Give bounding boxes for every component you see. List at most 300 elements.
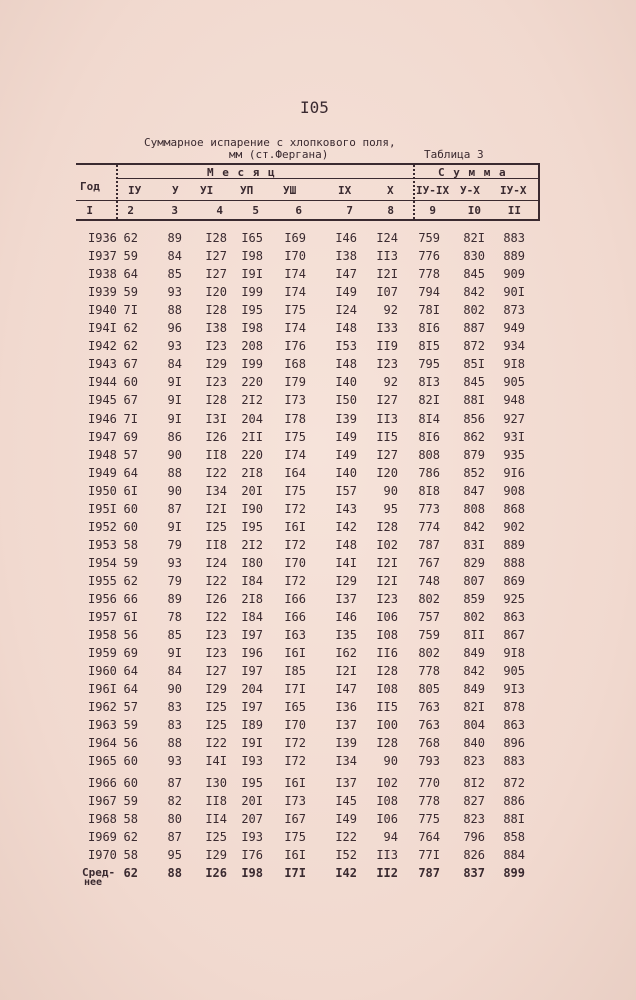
table-cell: I72 <box>284 537 306 552</box>
column-header: УШ <box>283 184 297 197</box>
row-year: I940 <box>88 303 117 318</box>
table-cell: 796 <box>463 829 485 844</box>
table-cell: II5 <box>376 429 398 444</box>
table-cell: I50 <box>335 393 357 408</box>
table-cell: 59 <box>123 718 138 733</box>
table-cell: 82I <box>463 231 485 245</box>
table-cell: I37 <box>335 718 357 733</box>
table-cell: I95 <box>241 519 263 534</box>
table-cell: 58 <box>123 811 138 826</box>
table-cell: I40 <box>335 375 357 390</box>
table-cell: 2I2 <box>241 393 263 408</box>
table-cell: 802 <box>463 610 485 625</box>
table-cell: 842 <box>463 285 485 300</box>
average-cell: 88 <box>167 865 182 880</box>
table-cell: 8I6 <box>418 321 440 336</box>
table-cell: 9I <box>167 411 182 426</box>
table-cell: 826 <box>463 847 485 862</box>
column-header: У-X <box>460 184 480 197</box>
table-cell: 56 <box>123 736 138 751</box>
table-cell: I27 <box>205 249 227 264</box>
table-cell: I36 <box>335 700 357 715</box>
average-cell: II2 <box>376 865 398 880</box>
table-cell: 805 <box>418 682 440 697</box>
table-cell: I74 <box>284 285 306 300</box>
table-cell: I48 <box>335 321 357 336</box>
column-number: 9 <box>429 204 436 217</box>
table-cell: II3 <box>376 249 398 264</box>
table-cell: I29 <box>205 682 227 697</box>
header-year: Год <box>80 180 100 193</box>
table-cell: I74 <box>284 321 306 336</box>
table-cell: I72 <box>284 573 306 588</box>
table-cell: I74 <box>284 447 306 462</box>
table-cell: 95 <box>383 501 398 516</box>
row-year: I970 <box>88 847 117 862</box>
row-year: I944 <box>88 375 117 390</box>
table-cell: I4I <box>205 754 227 769</box>
table-cell: 83 <box>167 700 182 715</box>
table-cell: 927 <box>503 411 525 426</box>
table-cell: I62 <box>335 646 357 661</box>
table-cell: I63 <box>284 628 306 643</box>
column-number: 6 <box>295 204 302 217</box>
table-cell: I24 <box>205 555 227 570</box>
table-cell: I6I <box>284 847 306 862</box>
table-cell: I73 <box>284 793 306 808</box>
table-cell: 204 <box>241 411 263 426</box>
table-cell: 802 <box>463 303 485 318</box>
table-cell: I97 <box>241 664 263 679</box>
table-cell: I06 <box>376 610 398 625</box>
table-cell: 905 <box>503 664 525 679</box>
table-cell: 802 <box>418 646 440 661</box>
table-label: Таблица 3 <box>424 148 484 161</box>
table-cell: I97 <box>241 700 263 715</box>
table-top-rule <box>76 163 540 165</box>
table-cell: 840 <box>463 736 485 751</box>
table-cell: 84 <box>167 357 182 372</box>
table-cell: I23 <box>205 375 227 390</box>
table-cell: I66 <box>284 610 306 625</box>
table-cell: II3 <box>376 847 398 862</box>
table-cell: 88 <box>167 465 182 480</box>
table-cell: I39 <box>335 736 357 751</box>
table-cell: I46 <box>335 231 357 245</box>
table-cell: I08 <box>376 793 398 808</box>
table-cell: 90 <box>167 447 182 462</box>
table-cell: I2I <box>376 267 398 282</box>
table-cell: 60 <box>123 375 138 390</box>
table-subtitle: мм (ст.Фергана) <box>229 148 329 161</box>
table-cell: 85 <box>167 267 182 282</box>
table-cell: I96 <box>241 646 263 661</box>
table-cell: 802 <box>418 592 440 606</box>
table-cell: 20I <box>241 793 263 808</box>
table-cell: 879 <box>463 447 485 462</box>
average-cell: I98 <box>241 865 263 880</box>
table-cell: 852 <box>463 465 485 480</box>
column-header: IУ-X <box>500 184 527 197</box>
average-cell: I26 <box>205 865 227 880</box>
table-cell: 88I <box>503 811 525 826</box>
table-cell: 787 <box>418 537 440 552</box>
table-cell: 59 <box>123 793 138 808</box>
table-cell: I99 <box>241 285 263 300</box>
table-cell: I37 <box>335 775 357 790</box>
row-year: I960 <box>88 664 117 679</box>
table-cell: 59 <box>123 555 138 570</box>
table-cell: 220 <box>241 447 263 462</box>
table-cell: 808 <box>418 447 440 462</box>
table-cell: 80 <box>167 811 182 826</box>
table-cell: I2I <box>205 501 227 516</box>
table-cell: 6I <box>123 610 138 625</box>
table-cell: II4 <box>205 811 227 826</box>
table-cell: 94 <box>383 829 398 844</box>
table-cell: I49 <box>335 429 357 444</box>
column-number: II <box>507 204 521 217</box>
table-cell: I25 <box>205 519 227 534</box>
table-cell: I22 <box>205 465 227 480</box>
table-cell: I27 <box>205 267 227 282</box>
table-cell: 84 <box>167 249 182 264</box>
table-cell: I70 <box>284 718 306 733</box>
column-number: 4 <box>216 204 223 217</box>
header-bottom-rule <box>76 219 540 221</box>
table-cell: 776 <box>418 249 440 264</box>
table-cell: 763 <box>418 700 440 715</box>
table-cell: 79 <box>167 573 182 588</box>
table-cell: I22 <box>205 736 227 751</box>
table-cell: 92 <box>383 303 398 318</box>
table-cell: 823 <box>463 754 485 769</box>
table-cell: I28 <box>376 736 398 751</box>
table-cell: I23 <box>376 357 398 372</box>
row-year: I96I <box>88 682 117 697</box>
table-cell: I37 <box>335 592 357 606</box>
table-cell: 93 <box>167 754 182 769</box>
table-cell: 62 <box>123 321 138 336</box>
row-year: I946 <box>88 411 117 426</box>
table-cell: I95 <box>241 775 263 790</box>
table-cell: I3I <box>205 411 227 426</box>
table-cell: 58 <box>123 847 138 862</box>
row-year: I949 <box>88 465 117 480</box>
table-cell: 2I8 <box>241 465 263 480</box>
table-cell: 77I <box>418 847 440 862</box>
column-number: 2 <box>127 204 134 217</box>
row-year: I942 <box>88 339 117 354</box>
table-cell: 768 <box>418 736 440 751</box>
row-year: I94I <box>88 321 117 336</box>
table-cell: 79 <box>167 537 182 552</box>
table-cell: I35 <box>335 628 357 643</box>
table-cell: 204 <box>241 682 263 697</box>
table-cell: II8 <box>205 793 227 808</box>
table-cell: I08 <box>376 682 398 697</box>
table-cell: 908 <box>503 483 525 498</box>
table-cell: 883 <box>503 231 525 245</box>
row-year: I962 <box>88 700 117 715</box>
table-cell: 759 <box>418 628 440 643</box>
column-header: IУ-IX <box>416 184 450 197</box>
table-cell: I33 <box>376 321 398 336</box>
table-cell: I64 <box>284 465 306 480</box>
row-year: I950 <box>88 483 117 498</box>
table-cell: I98 <box>241 321 263 336</box>
table-cell: I26 <box>205 429 227 444</box>
table-cell: 793 <box>418 754 440 769</box>
table-cell: I66 <box>284 592 306 606</box>
table-cell: 902 <box>503 519 525 534</box>
table-cell: 83 <box>167 718 182 733</box>
column-number: 8 <box>387 204 394 217</box>
table-cell: 748 <box>418 573 440 588</box>
table-cell: 909 <box>503 267 525 282</box>
table-cell: 83I <box>463 537 485 552</box>
table-cell: I99 <box>241 357 263 372</box>
row-year: I952 <box>88 519 117 534</box>
table-cell: 863 <box>503 610 525 625</box>
row-year: I967 <box>88 793 117 808</box>
table-cell: I6I <box>284 646 306 661</box>
row-year: I945 <box>88 393 117 408</box>
column-header: У <box>172 184 179 197</box>
table-cell: 856 <box>463 411 485 426</box>
table-cell: 67 <box>123 393 138 408</box>
table-cell: I4I <box>335 555 357 570</box>
table-cell: I75 <box>284 429 306 444</box>
table-cell: I23 <box>205 339 227 354</box>
table-cell: I29 <box>205 357 227 372</box>
table-cell: I79 <box>284 375 306 390</box>
table-cell: 763 <box>418 718 440 733</box>
table-cell: 88I <box>463 393 485 408</box>
table-cell: I68 <box>284 357 306 372</box>
column-header: IX <box>338 184 352 197</box>
table-cell: II8 <box>205 537 227 552</box>
table-cell: I02 <box>376 775 398 790</box>
average-cell: 62 <box>123 865 138 880</box>
table-cell: 872 <box>503 775 525 790</box>
table-cell: 845 <box>463 267 485 282</box>
table-cell: I7I <box>284 682 306 697</box>
table-cell: I07 <box>376 285 398 300</box>
table-cell: 889 <box>503 249 525 264</box>
table-cell: 867 <box>503 628 525 643</box>
table-cell: 9I <box>167 375 182 390</box>
table-cell: I76 <box>284 339 306 354</box>
table-cell: I47 <box>335 682 357 697</box>
table-cell: 93I <box>503 429 525 444</box>
table-cell: 823 <box>463 811 485 826</box>
table-cell: I28 <box>205 393 227 408</box>
table-cell: I02 <box>376 537 398 552</box>
table-cell: I74 <box>284 267 306 282</box>
table-cell: I72 <box>284 736 306 751</box>
table-cell: I72 <box>284 754 306 769</box>
table-cell: I2I <box>335 664 357 679</box>
table-cell: I38 <box>335 249 357 264</box>
table-cell: 829 <box>463 555 485 570</box>
table-cell: I75 <box>284 829 306 844</box>
table-cell: II8 <box>205 447 227 462</box>
table-cell: 925 <box>503 592 525 606</box>
table-cell: I26 <box>205 592 227 606</box>
table-cell: I30 <box>205 775 227 790</box>
table-cell: I27 <box>376 447 398 462</box>
table-cell: 220 <box>241 375 263 390</box>
table-cell: 207 <box>241 811 263 826</box>
table-cell: 845 <box>463 375 485 390</box>
table-cell: 804 <box>463 718 485 733</box>
table-cell: 9I8 <box>503 646 525 661</box>
table-cell: 58 <box>123 537 138 552</box>
table-cell: I2I <box>376 555 398 570</box>
table-cell: 886 <box>503 793 525 808</box>
table-cell: 896 <box>503 736 525 751</box>
table-cell: 863 <box>503 718 525 733</box>
row-year: I959 <box>88 646 117 661</box>
table-cell: 778 <box>418 793 440 808</box>
table-cell: 60 <box>123 775 138 790</box>
table-cell: 87 <box>167 501 182 516</box>
header-sum-group: С у м м а <box>438 166 507 179</box>
table-cell: 2II <box>241 429 263 444</box>
table-cell: I80 <box>241 555 263 570</box>
row-year: I947 <box>88 429 117 444</box>
table-cell: 949 <box>503 321 525 336</box>
table-cell: 62 <box>123 573 138 588</box>
table-cell: I69 <box>284 231 306 245</box>
column-header: УI <box>200 184 214 197</box>
table-cell: 82 <box>167 793 182 808</box>
table-cell: 9I6 <box>503 465 525 480</box>
table-cell: 84 <box>167 664 182 679</box>
column-number: I0 <box>467 204 481 217</box>
table-cell: 90 <box>167 483 182 498</box>
table-cell: I98 <box>241 249 263 264</box>
average-cell: 899 <box>503 865 525 880</box>
average-label: нее <box>84 876 103 888</box>
table-cell: 842 <box>463 519 485 534</box>
table-cell: I72 <box>284 501 306 516</box>
table-cell: I22 <box>335 829 357 844</box>
table-cell: I48 <box>335 537 357 552</box>
average-cell: 787 <box>418 865 440 880</box>
table-right-border <box>538 163 540 219</box>
table-cell: 8II <box>463 628 485 643</box>
table-cell: 85I <box>463 357 485 372</box>
table-cell: 8I2 <box>463 775 485 790</box>
table-cell: 62 <box>123 829 138 844</box>
header-month-group: М е с я ц <box>207 166 276 179</box>
average-cell: I7I <box>284 865 306 880</box>
table-cell: I45 <box>335 793 357 808</box>
table-cell: 93 <box>167 339 182 354</box>
table-cell: I22 <box>205 610 227 625</box>
row-year: I969 <box>88 829 117 844</box>
table-cell: 935 <box>503 447 525 462</box>
table-cell: 786 <box>418 465 440 480</box>
table-cell: 794 <box>418 285 440 300</box>
table-cell: 90I <box>503 285 525 300</box>
row-year: I948 <box>88 447 117 462</box>
row-year: I968 <box>88 811 117 826</box>
table-cell: 64 <box>123 267 138 282</box>
table-cell: I52 <box>335 847 357 862</box>
column-divider <box>116 165 118 219</box>
table-cell: 830 <box>463 249 485 264</box>
table-cell: I93 <box>241 754 263 769</box>
table-cell: I90 <box>241 501 263 516</box>
table-cell: 9I3 <box>503 682 525 697</box>
row-year: I939 <box>88 285 117 300</box>
table-cell: 78 <box>167 610 182 625</box>
table-cell: 88 <box>167 736 182 751</box>
average-cell: 837 <box>463 865 485 880</box>
table-cell: I95 <box>241 303 263 318</box>
table-cell: 78I <box>418 303 440 318</box>
table-cell: I34 <box>335 754 357 769</box>
table-cell: II5 <box>376 700 398 715</box>
table-cell: I39 <box>335 411 357 426</box>
table-cell: I42 <box>335 519 357 534</box>
table-cell: I47 <box>335 267 357 282</box>
table-cell: I00 <box>376 718 398 733</box>
table-cell: 92 <box>383 375 398 390</box>
table-cell: 57 <box>123 700 138 715</box>
table-cell: 887 <box>463 321 485 336</box>
table-cell: I78 <box>284 411 306 426</box>
table-cell: 85 <box>167 628 182 643</box>
table-cell: 849 <box>463 646 485 661</box>
row-year: I966 <box>88 775 117 790</box>
row-year: I955 <box>88 573 117 588</box>
table-cell: 90 <box>383 483 398 498</box>
row-year: I954 <box>88 555 117 570</box>
table-cell: II9 <box>376 339 398 354</box>
table-cell: 7I <box>123 303 138 318</box>
table-cell: 90 <box>167 682 182 697</box>
table-cell: 87 <box>167 829 182 844</box>
table-cell: I08 <box>376 628 398 643</box>
table-cell: I6I <box>284 775 306 790</box>
table-cell: I20 <box>205 285 227 300</box>
table-cell: 62 <box>123 231 138 245</box>
table-cell: 93 <box>167 285 182 300</box>
table-cell: 9I8 <box>503 357 525 372</box>
column-header: IУ <box>128 184 142 197</box>
table-cell: 869 <box>503 573 525 588</box>
table-cell: I38 <box>205 321 227 336</box>
table-cell: I75 <box>284 303 306 318</box>
table-cell: 60 <box>123 519 138 534</box>
table-title: Суммарное испарение с хлопкового поля, <box>144 136 396 149</box>
table-cell: 2I8 <box>241 592 263 606</box>
column-divider <box>413 165 415 219</box>
average-label: Сред- <box>82 865 116 879</box>
table-cell: I97 <box>241 628 263 643</box>
column-number: I <box>86 204 93 217</box>
average-cell: I42 <box>335 865 357 880</box>
table-cell: 95 <box>167 847 182 862</box>
table-cell: 8I6 <box>418 429 440 444</box>
row-year: I963 <box>88 718 117 733</box>
table-cell: 60 <box>123 754 138 769</box>
table-cell: 86 <box>167 429 182 444</box>
